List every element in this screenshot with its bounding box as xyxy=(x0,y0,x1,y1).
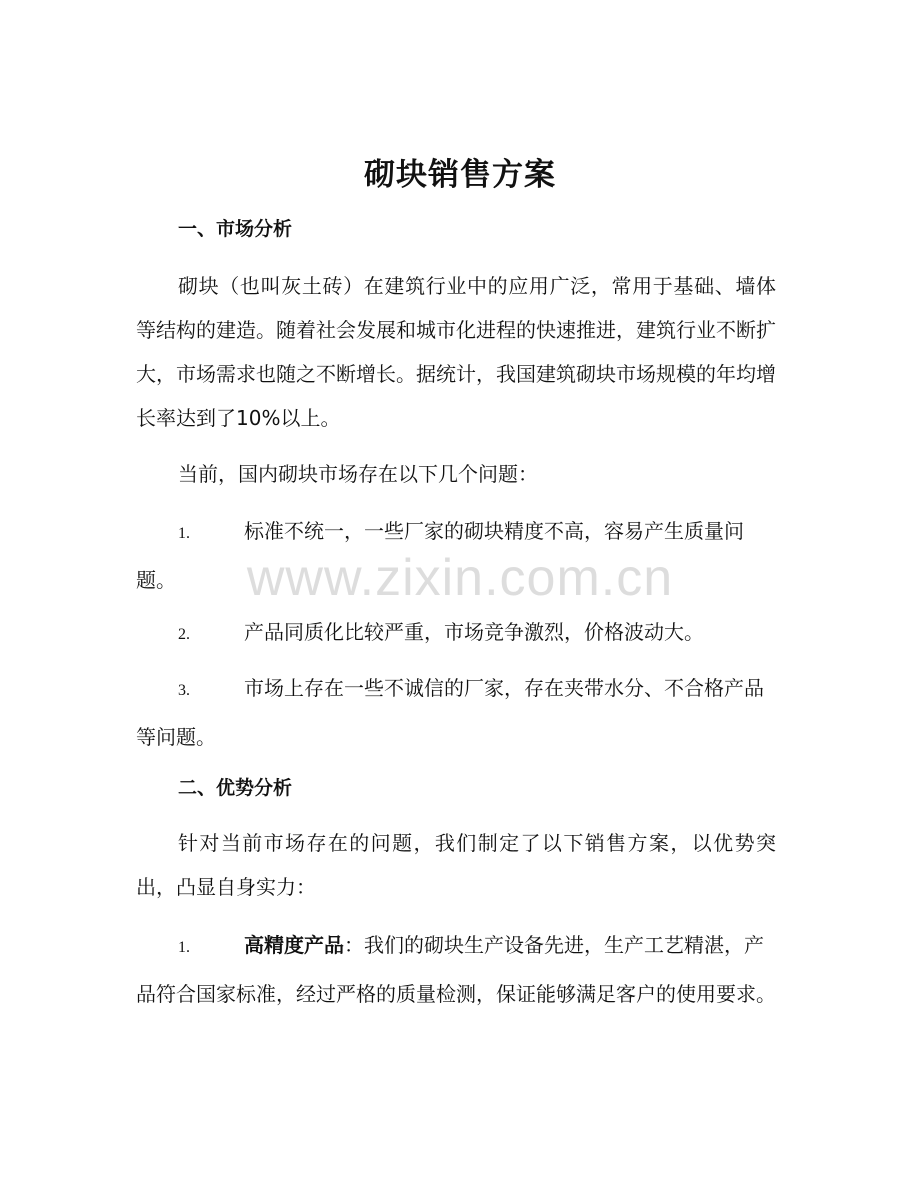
document-title: 砌块销售方案 xyxy=(364,157,556,193)
section-heading-advantage-analysis: 二、优势分析 xyxy=(178,777,293,799)
list-number: 3. xyxy=(178,682,190,699)
paragraph-advantage-intro: 针对当前市场存在的问题，我们制定了以下销售方案，以优势突出，凸显自身实力： xyxy=(136,831,776,899)
list-number: 2. xyxy=(178,626,190,643)
section-heading-market-analysis: 一、市场分析 xyxy=(178,218,293,240)
paragraph-market-problems-intro: 当前，国内砌块市场存在以下几个问题： xyxy=(178,462,538,486)
list-number: 1. xyxy=(178,525,190,542)
list-number: 1. xyxy=(178,939,190,956)
list-item xyxy=(136,609,776,658)
list-item-text: 产品同质化比较严重，市场竞争激烈，价格波动大。 xyxy=(244,620,704,644)
list-item-term: 高精度产品 xyxy=(244,933,344,957)
list-item xyxy=(136,665,776,760)
list-item xyxy=(136,922,776,1017)
watermark-text: www.zixin.com.cn xyxy=(246,549,674,607)
paragraph-market-overview: 砌块（也叫灰土砖）在建筑行业中的应用广泛，常用于基础、墙体等结构的建造。随着社会发展和城市化进程的快速推进，建筑行业不断扩大，市场需求也随之不断增长。据统计，我国建筑砌块市场规模的年均增长率达到了10%以上。 xyxy=(136,274,776,430)
list-item-text: 市场上存在一些不诚信的厂家，存在夹带水分、不合格产品等问题。 xyxy=(136,676,764,749)
list-item xyxy=(136,508,776,603)
list-item-text: 标准不统一，一些厂家的砌块精度不高，容易产生质量问题。 xyxy=(136,519,744,592)
list-item-text: ：我们的砌块生产设备先进，生产工艺精湛，产品符合国家标准，经过严格的质量检测，保证能够满足客户的使用要求。 xyxy=(136,933,776,1006)
